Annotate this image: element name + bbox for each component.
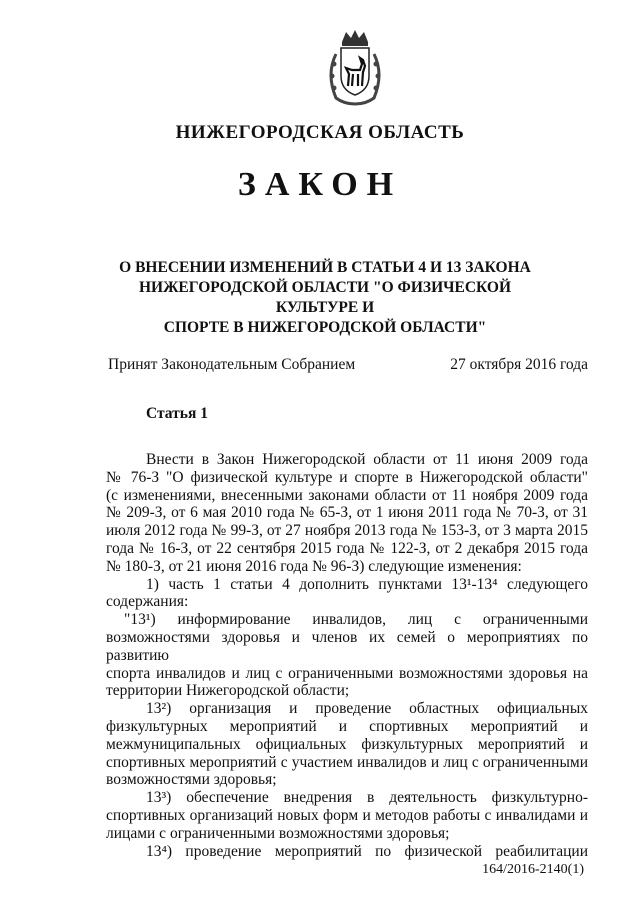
- document-type: ЗАКОН: [237, 166, 403, 203]
- law-title: [110, 258, 540, 338]
- body-line: (с изменениями, внесенными законами области от 11 ноября 2009 года: [106, 486, 588, 504]
- body-line: спортивных мероприятий с участием инвалидов и лиц с ограниченными: [106, 753, 588, 771]
- body-line: 13²) организация и проведение областных официальных: [146, 700, 588, 718]
- body-line: возможностями здоровья;: [106, 771, 277, 789]
- body-line: территории Нижегородской области;: [106, 682, 350, 700]
- body-line: межмуниципальных официальных физкультурных мероприятий и: [106, 735, 588, 753]
- body-line: "13¹) информирование инвалидов, лиц с ограниченными: [124, 611, 588, 629]
- title-line: О ВНЕСЕНИИ ИЗМЕНЕНИЙ В СТАТЬИ 4 И 13 ЗАКОНА: [119, 259, 531, 276]
- body-line: года № 16-З, от 22 сентября 2015 года № 122-З, от 2 декабря 2015 года: [106, 539, 588, 557]
- body-line: лицами с ограниченными возможностями здоровья;: [106, 824, 450, 842]
- article-heading: Статья 1: [146, 405, 208, 422]
- body-line: 13³) обеспечение внедрения в деятельность физкультурно-: [146, 789, 588, 807]
- body-line: содержания:: [106, 593, 189, 611]
- article-body: [106, 451, 588, 860]
- body-line: спорта инвалидов и лиц с ограниченными возможностями здоровья на: [106, 664, 588, 682]
- adoption-text: Принят Законодательным Собранием: [108, 356, 356, 373]
- body-line: июля 2012 года № 99-З, от 27 ноября 2013 года № 153-З, от 3 марта 2015: [106, 522, 588, 540]
- body-line: возможностями здоровья и членов их семей о мероприятиях по развитию: [106, 628, 588, 664]
- body-line: № 76-З "О физической культуре и спорте в Нижегородской области": [106, 468, 588, 486]
- body-line: № 209-З, от 6 мая 2010 года № 65-З, от 1 июня 2011 года № 70-З, от 31: [106, 504, 588, 522]
- title-line: СПОРТЕ В НИЖЕГОРОДСКОЙ ОБЛАСТИ": [163, 319, 487, 336]
- document-number: 164/2016-2140(1): [482, 862, 584, 877]
- body-line: 13⁴) проведение мероприятий по физической реабилитации: [146, 842, 588, 860]
- body-line: спортивных организаций новых форм и методов работы с инвалидами и: [106, 806, 588, 824]
- region-name: НИЖЕГОРОДСКАЯ ОБЛАСТЬ: [175, 122, 465, 143]
- body-line: 1) часть 1 статьи 4 дополнить пунктами 13¹-13⁴ следующего: [146, 575, 588, 593]
- adoption-date: 27 октября 2016 года: [450, 356, 588, 373]
- body-line: физкультурных мероприятий и спортивных мероприятий и: [106, 717, 588, 735]
- title-line: НИЖЕГОРОДСКОЙ ОБЛАСТИ "О ФИЗИЧЕСКОЙ КУЛЬТУРЕ И: [138, 279, 512, 316]
- body-line: № 180-З, от 21 июня 2016 года № 96-З) следующие изменения:: [106, 557, 522, 575]
- coat-of-arms-emblem: [322, 28, 388, 106]
- body-line: Внести в Закон Нижегородской области от 11 июня 2009 года: [146, 451, 588, 468]
